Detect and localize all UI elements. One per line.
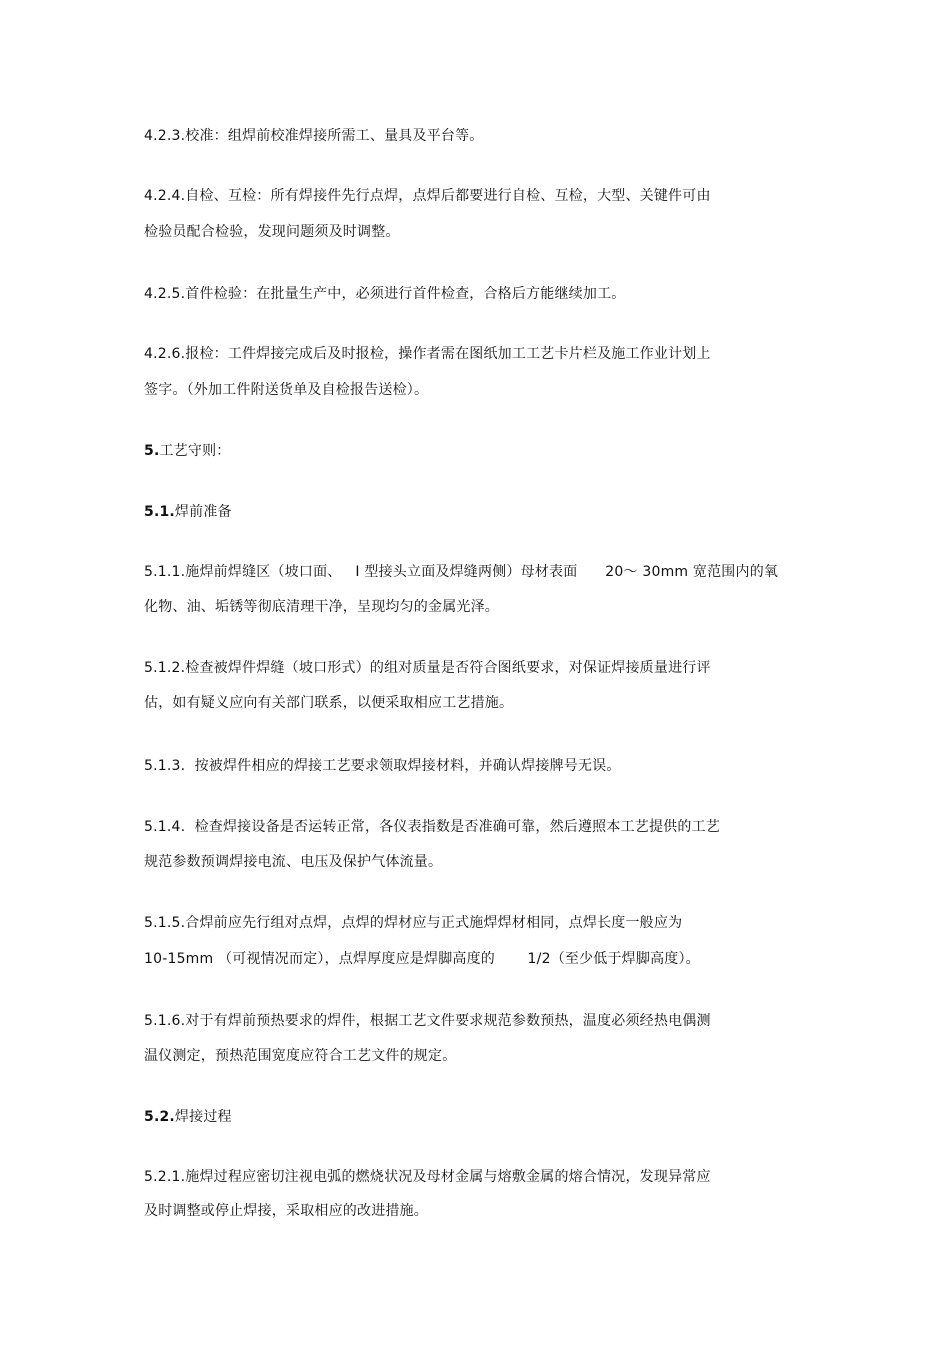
paragraph-5-1-6-line-1: 5.1.6.对于有焊前预热要求的焊件，根据工艺文件要求规范参数预热，温度必须经热电偶测 xyxy=(144,1013,711,1029)
section-heading-5-2 xyxy=(144,1107,232,1127)
section-title: 焊前准备 xyxy=(174,504,232,520)
paragraph-5-1-5-line-2: 10-15mm （可视情况而定），点焊厚度应是焊脚高度的 1/2（至少低于焊脚高度）。 xyxy=(144,951,700,967)
paragraph-4-2-3-line-1: 4.2.3.校准：组焊前校准焊接所需工、量具及平台等。 xyxy=(144,128,484,144)
section-number: 5.2. xyxy=(144,1109,175,1125)
section-number: 5. xyxy=(144,443,160,459)
paragraph-5-1-2-line-2: 估，如有疑义应向有关部门联系，以便采取相应工艺措施。 xyxy=(144,695,514,711)
paragraph-4-2-6-line-2: 签字。（外加工件附送货单及自检报告送检）。 xyxy=(144,382,429,398)
paragraph-5-1-4-line-2: 规范参数预调焊接电流、电压及保护气体流量。 xyxy=(144,854,443,870)
section-title: 工艺守则： xyxy=(159,443,231,459)
paragraph-5-1-1-line-1: 5.1.1.施焊前焊缝区（坡口面、 I 型接头立面及焊缝两侧）母材表面 20～ 30mm 宽范围内的氧 xyxy=(144,564,779,580)
paragraph-5-2-1-line-2: 及时调整或停止焊接，采取相应的改进措施。 xyxy=(144,1203,428,1219)
paragraph-4-2-4-line-1: 4.2.4.自检、互检：所有焊接件先行点焊，点焊后都要进行自检、互检，大型、关键件可由 xyxy=(144,188,711,204)
paragraph-5-1-1-line-2: 化物、油、垢锈等彻底清理干净，呈现均匀的金属光泽。 xyxy=(144,599,499,615)
paragraph-5-1-3-line-1: 5.1.3. 按被焊件相应的焊接工艺要求领取焊接材料，并确认焊接牌号无误。 xyxy=(144,758,621,774)
section-heading-5-1 xyxy=(144,502,232,522)
paragraph-5-1-5-line-1: 5.1.5.合焊前应先行组对点焊，点焊的焊材应与正式施焊焊材相同，点焊长度一般应为 xyxy=(144,915,683,931)
section-title: 焊接过程 xyxy=(174,1109,232,1125)
section-heading-5 xyxy=(144,441,230,461)
paragraph-4-2-5-line-1: 4.2.5.首件检验：在批量生产中，必须进行首件检查，合格后方能继续加工。 xyxy=(144,286,626,302)
paragraph-5-1-6-line-2: 温仪测定，预热范围宽度应符合工艺文件的规定。 xyxy=(144,1048,457,1064)
paragraph-5-1-2-line-1: 5.1.2.检查被焊件焊缝（坡口形式）的组对质量是否符合图纸要求，对保证焊接质量进行评 xyxy=(144,660,711,676)
paragraph-5-1-4-line-1: 5.1.4. 检查焊接设备是否运转正常，各仪表指数是否准确可靠，然后遵照本工艺提供的工艺 xyxy=(144,819,720,835)
section-number: 5.1. xyxy=(144,504,175,520)
paragraph-4-2-6-line-1: 4.2.6.报检：工件焊接完成后及时报检，操作者需在图纸加工工艺卡片栏及施工作业计划上 xyxy=(144,346,711,362)
paragraph-4-2-4-line-2: 检验员配合检验，发现问题须及时调整。 xyxy=(144,224,400,240)
paragraph-5-2-1-line-1: 5.2.1.施焊过程应密切注视电弧的燃烧状况及母材金属与熔敷金属的熔合情况，发现异常应 xyxy=(144,1169,711,1185)
